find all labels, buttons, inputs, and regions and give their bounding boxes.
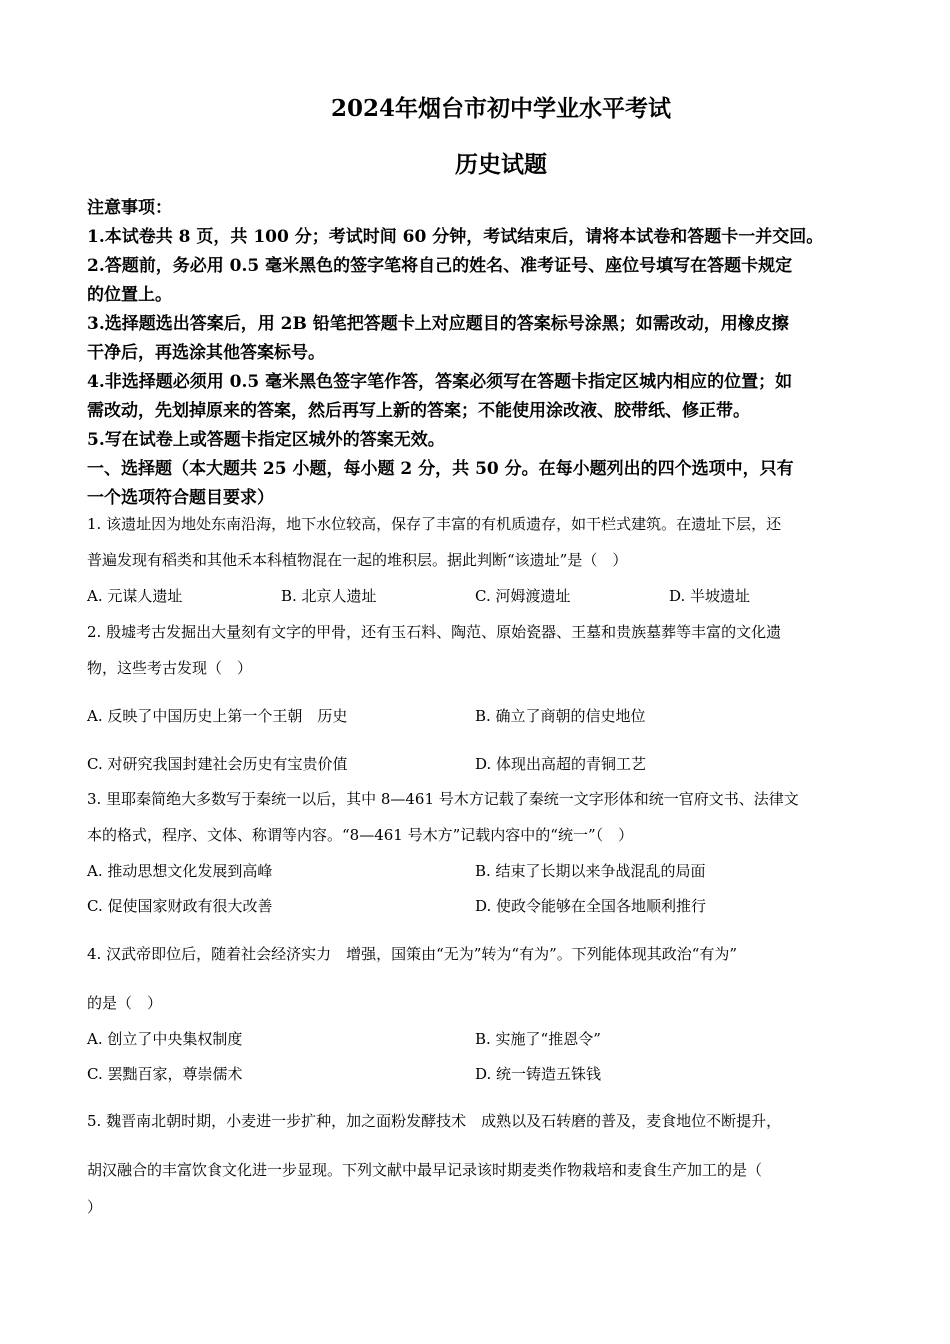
option-a: A. 元谋人遗址 bbox=[87, 587, 183, 605]
question-stem: 普遍发现有稻类和其他禾本科植物混在一起的堆积层。据此判断“该遗址”是（ ） bbox=[87, 551, 628, 569]
option-d: D. 半坡遗址 bbox=[669, 587, 751, 605]
question-stem: 本的格式，程序、文体、称谓等内容。“8—461 号木方”记载内容中的“统一”（ ） bbox=[87, 826, 634, 844]
question-stem: 的是（ ） bbox=[87, 994, 163, 1012]
option-a: A. 反映了中国历史上第一个王朝 历史 bbox=[87, 707, 348, 725]
option-a: A. 创立了中央集权制度 bbox=[87, 1030, 243, 1048]
option-d: D. 使政令能够在全国各地顺利推行 bbox=[475, 897, 707, 915]
option-c: C. 河姆渡遗址 bbox=[475, 587, 571, 605]
option-c: C. 对研究我国封建社会历史有宝贵价值 bbox=[87, 755, 348, 773]
question-stem: 3. 里耶秦简绝大多数写于秦统一以后，其中 8—461 号木方记载了秦统一文字形体和统一官府文书、法律文 bbox=[87, 790, 799, 808]
question-stem: ） bbox=[87, 1198, 103, 1216]
option-d: D. 统一铸造五铢钱 bbox=[475, 1065, 602, 1083]
notice-line: 4.非选择题必须用 0.5 毫米黑色签字笔作答，答案必须写在答题卡指定区城内相应的位置；如 bbox=[87, 372, 793, 392]
option-b: B. 实施了“推恩令” bbox=[475, 1030, 601, 1048]
option-a: A. 推动思想文化发展到高峰 bbox=[87, 862, 273, 880]
option-c: C. 罢黜百家，尊崇儒术 bbox=[87, 1065, 243, 1083]
section-heading-line: 一个选项符合题目要求） bbox=[87, 488, 274, 508]
question-stem: 1. 该遗址因为地处东南沿海，地下水位较高，保存了丰富的有机质遗存，如干栏式建筑。在遗址下层，还 bbox=[87, 515, 782, 533]
page-subtitle: 历史试题 bbox=[455, 151, 547, 178]
section-heading-line: 一、选择题（本大题共 25 小题，每小题 2 分，共 50 分。在每小题列出的四个选项中，只有 bbox=[87, 459, 794, 479]
page-title: 2024年烟台市初中学业水平考试 bbox=[330, 95, 671, 122]
notice-line: 需改动，先划掉原来的答案，然后再写上新的答案；不能使用涂改液、胶带纸、修正带。 bbox=[87, 401, 750, 421]
question-stem: 胡汉融合的丰富饮食文化进一步显现。下列文献中最早记录该时期麦类作物栽培和麦食生产加工的是（ bbox=[87, 1161, 763, 1179]
notice-line: 1.本试卷共 8 页，共 100 分；考试时间 60 分钟，考试结束后，请将本试卷和答题卡一并交回。 bbox=[87, 227, 824, 247]
notice-line: 5.写在试卷上或答题卡指定区城外的答案无效。 bbox=[87, 430, 445, 450]
question-stem: 5. 魏晋南北朝时期，小麦进一步扩种，加之面粉发酵技术 成熟以及石转磨的普及，麦食地位不断提升， bbox=[87, 1112, 782, 1130]
question-stem: 物，这些考古发现（ ） bbox=[87, 659, 253, 677]
option-c: C. 促使国家财政有很大改善 bbox=[87, 897, 273, 915]
question-stem: 4. 汉武帝即位后，随着社会经济实力 增强，国策由“无为”转为“有为”。下列能体现其政治“有为” bbox=[87, 945, 738, 963]
notice-line: 的位置上。 bbox=[87, 285, 172, 305]
option-d: D. 体现出高超的青铜工艺 bbox=[475, 755, 647, 773]
notice-line: 干净后，再选涂其他答案标号。 bbox=[87, 343, 325, 363]
notice-line: 3.选择题选出答案后，用 2B 铅笔把答题卡上对应题目的答案标号涂黑；如需改动，用橡皮擦 bbox=[87, 314, 789, 334]
notice-heading: 注意事项： bbox=[87, 198, 172, 218]
question-stem: 2. 殷墟考古发掘出大量刻有文字的甲骨，还有玉石料、陶范、原始瓷器、王墓和贵族墓葬等丰富的文化遗 bbox=[87, 623, 782, 641]
option-b: B. 结束了长期以来争战混乱的局面 bbox=[475, 862, 706, 880]
option-b: B. 确立了商朝的信史地位 bbox=[475, 707, 646, 725]
notice-line: 2.答题前，务必用 0.5 毫米黑色的签字笔将自己的姓名、准考证号、座位号填写在答题卡规定 bbox=[87, 256, 793, 276]
option-b: B. 北京人遗址 bbox=[281, 587, 377, 605]
